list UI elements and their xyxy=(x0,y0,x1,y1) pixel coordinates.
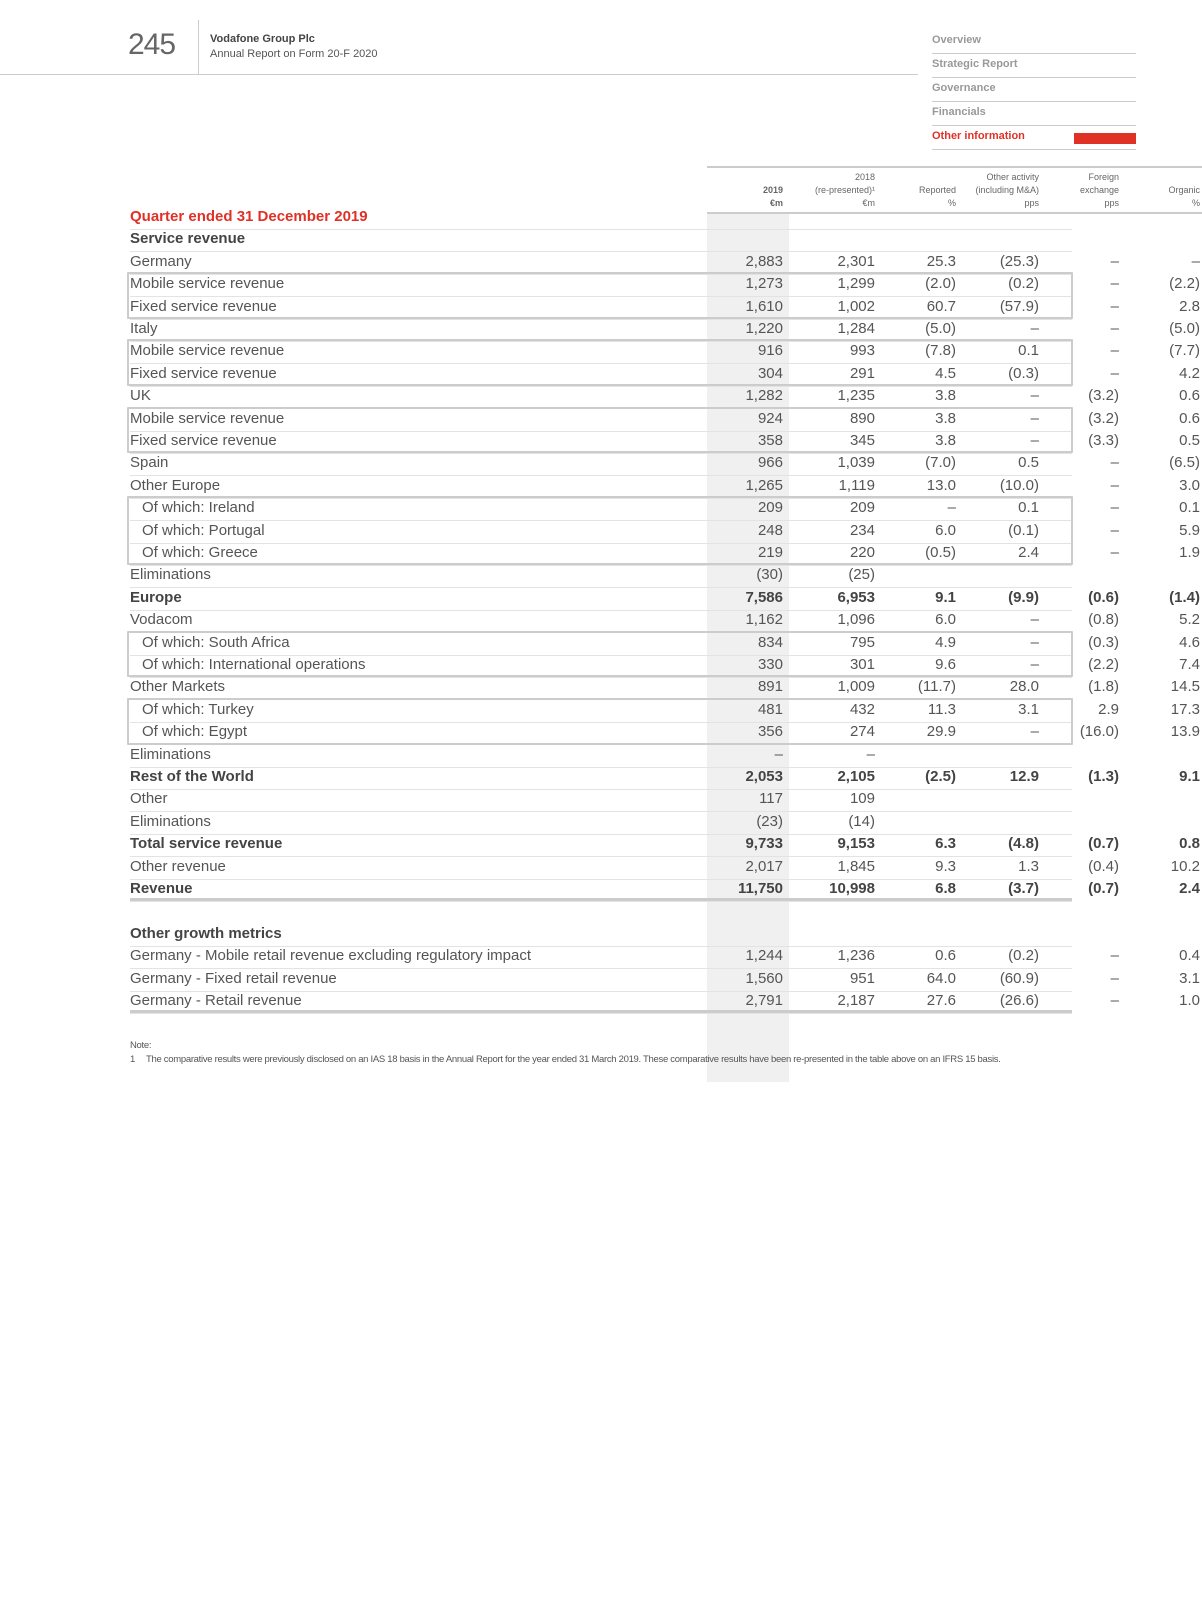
cell-col-2: 951 xyxy=(849,969,875,987)
nav-item-strategic-report[interactable] xyxy=(932,54,1136,78)
cell-col-2: 6,953 xyxy=(837,588,875,606)
column-header-4-line2: (including M&A) xyxy=(975,185,1039,195)
cell-col-5: – xyxy=(1110,499,1119,517)
cell-col-1: 834 xyxy=(757,633,783,651)
column-header-2-line1: 2018 xyxy=(854,172,875,182)
table-row xyxy=(130,430,1200,454)
cell-col-1: 1,162 xyxy=(745,611,783,629)
row-label: Mobile service revenue xyxy=(130,275,285,293)
cell-col-5: (3.2) xyxy=(1088,409,1119,427)
cell-col-6: (5.0) xyxy=(1169,320,1200,337)
row-label: Of which: Egypt xyxy=(142,723,248,741)
row-label: Rest of the World xyxy=(130,768,254,785)
cell-col-2: 890 xyxy=(849,409,875,427)
nav-item-label: Overview xyxy=(932,34,981,46)
cell-col-2: 2,187 xyxy=(837,992,875,1009)
cell-col-4: (0.3) xyxy=(1008,364,1039,382)
table-row xyxy=(130,542,1200,566)
column-header-2-line3: €m xyxy=(862,198,875,208)
cell-col-5: – xyxy=(1110,342,1119,360)
cell-col-2: 795 xyxy=(849,633,875,651)
cell-col-6: (1.4) xyxy=(1169,588,1200,606)
cell-col-2: 432 xyxy=(849,700,875,718)
row-label: Spain xyxy=(130,454,169,472)
row-label: Other xyxy=(130,790,168,808)
cell-col-1: 248 xyxy=(757,521,783,539)
cell-col-6: 0.4 xyxy=(1179,947,1200,965)
cell-col-4: 0.5 xyxy=(1018,454,1039,472)
table-row xyxy=(130,676,1200,700)
cell-col-2: 301 xyxy=(849,656,875,673)
cell-col-4: – xyxy=(1030,656,1039,673)
cell-col-4: (10.0) xyxy=(999,476,1039,494)
cell-col-1: 117 xyxy=(759,790,783,808)
cell-col-6: 4.6 xyxy=(1179,633,1200,651)
table-row xyxy=(130,408,1200,432)
cell-col-1: 481 xyxy=(757,700,783,718)
table-divider xyxy=(130,898,1072,901)
cell-col-4: 3.1 xyxy=(1018,700,1039,718)
table-end-rule xyxy=(130,1010,1072,1013)
cell-col-4: – xyxy=(1030,387,1039,405)
cell-col-3: 29.9 xyxy=(926,723,956,741)
cell-col-3: 9.1 xyxy=(935,588,956,606)
cell-col-5: (0.3) xyxy=(1088,633,1119,651)
cell-col-1: 966 xyxy=(757,454,783,472)
column-header-6-line2: Organic xyxy=(1168,185,1200,195)
row-label: Mobile service revenue xyxy=(130,409,285,427)
cell-col-4: 28.0 xyxy=(1009,678,1039,696)
cell-col-6: 0.1 xyxy=(1179,499,1200,517)
row-label: Germany - Fixed retail revenue xyxy=(130,969,337,987)
cell-col-2: 2,301 xyxy=(837,252,875,270)
cell-col-6: 14.5 xyxy=(1170,678,1200,696)
cell-col-1: 1,244 xyxy=(745,947,783,965)
cell-col-1: 2,883 xyxy=(745,252,783,270)
section-nav xyxy=(932,30,1136,150)
nav-item-financials[interactable] xyxy=(932,102,1136,126)
column-header-1-line3: €m xyxy=(769,198,783,208)
cell-col-2: 10,998 xyxy=(829,880,875,897)
cell-col-2: 234 xyxy=(849,521,875,539)
table-row xyxy=(130,564,1072,588)
cell-col-2: 1,299 xyxy=(837,275,875,293)
cell-col-6: 13.9 xyxy=(1170,723,1200,741)
cell-col-2: 109 xyxy=(849,790,875,808)
cell-col-6: 10.2 xyxy=(1170,857,1200,875)
cell-col-5: (0.8) xyxy=(1088,611,1119,629)
nav-item-label: Financials xyxy=(932,106,986,118)
cell-col-2: 1,119 xyxy=(838,476,875,494)
cell-col-1: 7,586 xyxy=(745,588,783,606)
cell-col-5: (3.3) xyxy=(1088,432,1119,449)
cell-col-1: 330 xyxy=(757,656,783,673)
cell-col-5: – xyxy=(1110,320,1119,337)
cell-col-1: 9,733 xyxy=(745,835,783,853)
cell-col-2: 2,105 xyxy=(837,768,875,785)
cell-col-5: – xyxy=(1110,969,1119,987)
nav-item-overview[interactable] xyxy=(932,30,1136,54)
cell-col-1: (23) xyxy=(756,812,783,830)
table-row xyxy=(130,811,1072,835)
cell-col-5: (0.7) xyxy=(1088,835,1119,853)
cell-col-3: 6.8 xyxy=(935,880,956,897)
cell-col-3: (2.0) xyxy=(925,275,956,293)
cell-col-5: – xyxy=(1110,297,1119,315)
cell-col-1: – xyxy=(774,745,783,763)
cell-col-3: 25.3 xyxy=(926,252,956,270)
table-row xyxy=(130,251,1200,275)
cell-col-6: (6.5) xyxy=(1169,454,1200,472)
table-row xyxy=(130,744,1072,768)
cell-col-4: 12.9 xyxy=(1009,768,1039,785)
table-row xyxy=(130,385,1200,409)
cell-col-6: – xyxy=(1191,252,1200,270)
table-row xyxy=(130,856,1200,880)
cell-col-3: – xyxy=(947,499,956,517)
nav-item-label: Governance xyxy=(932,82,996,94)
cell-col-3: (2.5) xyxy=(925,768,956,785)
row-label: Germany - Retail revenue xyxy=(130,992,302,1009)
cell-col-5: – xyxy=(1110,544,1119,561)
row-label: Other Europe xyxy=(130,476,221,494)
cell-col-3: 3.8 xyxy=(935,409,956,427)
cell-col-3: 4.9 xyxy=(935,633,956,651)
table-row xyxy=(130,273,1200,297)
table-row xyxy=(130,363,1200,387)
row-label: Other revenue xyxy=(130,857,226,875)
cell-col-1: 356 xyxy=(757,723,783,741)
cell-col-1: 891 xyxy=(757,678,783,696)
cell-col-5: (1.3) xyxy=(1088,768,1119,785)
cell-col-5: – xyxy=(1110,476,1119,494)
table-row xyxy=(130,228,1072,252)
cell-col-3: 13.0 xyxy=(926,476,956,494)
cell-col-2: 1,284 xyxy=(837,320,875,337)
cell-col-4: (3.7) xyxy=(1008,880,1039,897)
row-label: Other growth metrics xyxy=(130,924,282,942)
column-header-5-line1: Foreign xyxy=(1088,172,1119,182)
column-header-3-line2: Reported xyxy=(918,185,956,195)
table-row xyxy=(130,587,1200,611)
cell-col-6: 1.0 xyxy=(1179,992,1200,1009)
cell-col-5: (3.2) xyxy=(1088,387,1119,405)
footnote-number: 1 xyxy=(130,1054,135,1065)
cell-col-4: (25.3) xyxy=(999,252,1039,270)
row-label: Germany - Mobile retail revenue excluding regulatory impact xyxy=(130,947,532,965)
cell-col-2: – xyxy=(866,745,875,763)
row-label: Of which: International operations xyxy=(142,656,366,673)
row-label: Other Markets xyxy=(130,678,226,696)
section-title xyxy=(130,206,1072,230)
row-label: Service revenue xyxy=(130,230,246,248)
cell-col-1: 1,282 xyxy=(745,387,783,405)
cell-col-6: (7.7) xyxy=(1169,342,1200,360)
table-row xyxy=(130,721,1200,745)
row-label: Europe xyxy=(130,588,182,606)
cell-col-4: (57.9) xyxy=(999,297,1039,315)
table-row xyxy=(130,788,1072,812)
column-header-1-line2: 2019 xyxy=(762,185,783,195)
cell-col-1: 2,053 xyxy=(745,768,783,785)
table-row xyxy=(130,497,1200,521)
row-label: Fixed service revenue xyxy=(130,364,277,382)
row-label: Mobile service revenue xyxy=(130,342,285,360)
cell-col-5: (16.0) xyxy=(1079,723,1119,741)
growth-row xyxy=(130,968,1200,992)
nav-item-other-information[interactable] xyxy=(932,126,1136,150)
cell-col-2: (14) xyxy=(848,812,875,830)
cell-col-2: 1,235 xyxy=(837,387,875,405)
cell-col-3: 3.8 xyxy=(935,432,956,449)
cell-col-1: (30) xyxy=(756,566,783,584)
cell-col-2: 1,039 xyxy=(837,454,875,472)
column-header-4-line1: Other activity xyxy=(986,172,1039,182)
cell-col-5: (1.8) xyxy=(1088,678,1119,696)
cell-col-3: (0.5) xyxy=(925,544,956,561)
cell-col-4: (0.1) xyxy=(1008,521,1039,539)
cell-col-3: 4.5 xyxy=(935,364,956,382)
cell-col-3: (7.8) xyxy=(925,342,956,360)
row-label: Revenue xyxy=(130,880,193,897)
column-header-3-line3: % xyxy=(947,198,956,208)
company-name: Vodafone Group Plc xyxy=(210,33,315,45)
table-row xyxy=(130,699,1200,723)
cell-col-4: 2.4 xyxy=(1018,544,1039,561)
cell-col-5: (0.7) xyxy=(1088,880,1119,897)
cell-col-1: 924 xyxy=(757,409,783,427)
row-label: Vodacom xyxy=(130,611,193,629)
cell-col-6: (2.2) xyxy=(1169,275,1200,293)
cell-col-5: – xyxy=(1110,947,1119,965)
cell-col-2: 1,845 xyxy=(837,857,875,875)
cell-col-6: 7.4 xyxy=(1179,656,1200,673)
cell-col-1: 1,273 xyxy=(745,275,783,293)
cell-col-1: 1,560 xyxy=(745,969,783,987)
cell-col-5: – xyxy=(1110,521,1119,539)
cell-col-2: (25) xyxy=(848,566,875,584)
cell-col-3: 6.0 xyxy=(935,521,956,539)
cell-col-1: 304 xyxy=(757,364,783,382)
growth-row xyxy=(130,945,1200,969)
cell-col-3: 6.0 xyxy=(935,611,956,629)
row-label: Eliminations xyxy=(130,745,211,763)
cell-col-2: 291 xyxy=(849,364,875,382)
cell-col-6: 17.3 xyxy=(1170,700,1200,718)
cell-col-5: – xyxy=(1110,252,1119,270)
cell-col-6: 3.0 xyxy=(1179,476,1200,494)
column-header-2-line2: (re-presented)¹ xyxy=(814,185,875,195)
notes xyxy=(130,1040,1065,1065)
column-header-6-line3: % xyxy=(1191,198,1200,208)
row-label: Total service revenue xyxy=(130,835,283,853)
cell-col-3: 11.3 xyxy=(927,700,956,718)
cell-col-3: (7.0) xyxy=(925,454,956,472)
cell-col-4: 0.1 xyxy=(1018,342,1039,360)
cell-col-5: – xyxy=(1110,992,1119,1009)
cell-col-6: 0.6 xyxy=(1179,409,1200,427)
table-row xyxy=(130,452,1200,476)
cell-col-2: 220 xyxy=(849,544,875,561)
cell-col-3: 60.7 xyxy=(926,297,956,315)
row-label: Germany xyxy=(130,252,192,270)
cell-col-3: 9.6 xyxy=(935,656,956,673)
table-row xyxy=(130,475,1200,499)
cell-col-6: 3.1 xyxy=(1179,969,1200,987)
cell-col-2: 1,096 xyxy=(837,611,875,629)
cell-col-1: 1,610 xyxy=(745,297,783,315)
row-label: UK xyxy=(130,387,151,405)
row-label: Eliminations xyxy=(130,812,211,830)
table-row xyxy=(130,520,1200,544)
row-label: Quarter ended 31 December 2019 xyxy=(130,208,368,225)
cell-col-6: 2.4 xyxy=(1179,880,1200,897)
footnote-text: The comparative results were previously disclosed on an IAS 18 basis in the Annual Report for the year ended 31 March 2019. These comparative results have been re-presented in the table above on an IFRS 15 basis. xyxy=(146,1054,1001,1065)
cell-col-5: – xyxy=(1110,454,1119,472)
report-title: Annual Report on Form 20-F 2020 xyxy=(210,48,378,60)
cell-col-5: (2.2) xyxy=(1088,656,1119,673)
active-section-marker xyxy=(1074,133,1136,144)
cell-col-3: 6.3 xyxy=(935,835,956,853)
row-label: Of which: Turkey xyxy=(142,700,254,718)
cell-col-6: 0.5 xyxy=(1179,432,1200,449)
cell-col-1: 209 xyxy=(757,499,783,517)
cell-col-4: – xyxy=(1030,432,1039,449)
table-row xyxy=(130,654,1200,678)
cell-col-4: – xyxy=(1030,633,1039,651)
cell-col-6: 5.9 xyxy=(1179,521,1200,539)
row-label: Of which: South Africa xyxy=(142,633,290,651)
cell-col-5: (0.4) xyxy=(1088,857,1119,875)
row-label: Eliminations xyxy=(130,566,211,584)
cell-col-6: 9.1 xyxy=(1179,768,1200,785)
cell-col-1: 2,017 xyxy=(745,857,783,875)
cell-col-5: 2.9 xyxy=(1098,700,1119,718)
row-label: Fixed service revenue xyxy=(130,432,277,449)
row-label: Of which: Ireland xyxy=(142,499,255,517)
cell-col-2: 209 xyxy=(849,499,875,517)
cell-col-1: 1,220 xyxy=(745,320,783,337)
cell-col-6: 1.9 xyxy=(1179,544,1200,561)
cell-col-3: (11.7) xyxy=(917,678,956,696)
cell-col-4: (60.9) xyxy=(999,969,1039,987)
cell-col-1: 1,265 xyxy=(745,476,783,494)
cell-col-3: 0.6 xyxy=(935,947,956,965)
cell-col-2: 993 xyxy=(849,342,875,360)
cell-col-4: 1.3 xyxy=(1018,857,1039,875)
nav-item-label: Strategic Report xyxy=(932,58,1018,70)
cell-col-4: 0.1 xyxy=(1018,499,1039,517)
cell-col-4: – xyxy=(1030,723,1039,741)
cell-col-1: 219 xyxy=(757,544,783,561)
cell-col-4: (0.2) xyxy=(1008,947,1039,965)
cell-col-2: 1,002 xyxy=(837,297,875,315)
row-label: Fixed service revenue xyxy=(130,297,277,315)
cell-col-4: (26.6) xyxy=(999,992,1039,1009)
cell-col-6: 4.2 xyxy=(1179,364,1200,382)
table-row xyxy=(130,833,1200,857)
cell-col-4: (9.9) xyxy=(1008,588,1039,606)
cell-col-6: 5.2 xyxy=(1179,611,1200,629)
cell-col-6: 2.8 xyxy=(1179,297,1200,315)
cell-col-1: 11,750 xyxy=(737,880,783,897)
cell-col-4: (4.8) xyxy=(1008,835,1039,853)
nav-item-governance[interactable] xyxy=(932,78,1136,102)
table-row xyxy=(130,296,1200,320)
table-row xyxy=(130,340,1200,364)
cell-col-3: 9.3 xyxy=(935,857,956,875)
cell-col-5: – xyxy=(1110,364,1119,382)
column-header-4-line3: pps xyxy=(1024,198,1039,208)
cell-col-2: 345 xyxy=(849,432,875,449)
cell-col-2: 274 xyxy=(849,723,875,741)
row-label: Italy xyxy=(130,320,158,337)
cell-col-3: (5.0) xyxy=(925,320,956,337)
cell-col-1: 916 xyxy=(757,342,783,360)
table-row xyxy=(130,632,1200,656)
cell-col-1: 358 xyxy=(757,432,783,449)
cell-col-5: (0.6) xyxy=(1088,588,1119,606)
cell-col-2: 1,009 xyxy=(837,678,875,696)
note-heading: Note: xyxy=(130,1040,152,1051)
table-row xyxy=(130,609,1200,633)
cell-col-1: 2,791 xyxy=(745,992,783,1009)
cell-col-2: 1,236 xyxy=(837,947,875,965)
row-label: Of which: Portugal xyxy=(142,521,265,539)
growth-section-title xyxy=(130,923,1072,947)
page-number: 245 xyxy=(128,28,176,61)
cell-col-6: 0.8 xyxy=(1179,835,1200,853)
header-divider xyxy=(198,20,199,74)
cell-col-4: (0.2) xyxy=(1008,275,1039,293)
column-header-5-line3: pps xyxy=(1104,198,1119,208)
nav-item-label: Other information xyxy=(932,130,1025,142)
footnote xyxy=(130,1054,1065,1065)
table-row xyxy=(130,318,1200,342)
cell-col-3: 3.8 xyxy=(935,387,956,405)
table-row xyxy=(130,766,1200,790)
cell-col-2: 9,153 xyxy=(837,835,875,853)
cell-col-4: – xyxy=(1030,409,1039,427)
cell-col-5: – xyxy=(1110,275,1119,293)
cell-col-4: – xyxy=(1030,320,1039,337)
column-header-5-line2: exchange xyxy=(1079,185,1119,195)
cell-col-3: 27.6 xyxy=(926,992,956,1009)
cell-col-3: 64.0 xyxy=(926,969,956,987)
row-label: Of which: Greece xyxy=(142,544,258,561)
cell-col-6: 0.6 xyxy=(1179,387,1200,405)
cell-col-4: – xyxy=(1030,611,1039,629)
header-rule xyxy=(0,74,918,75)
